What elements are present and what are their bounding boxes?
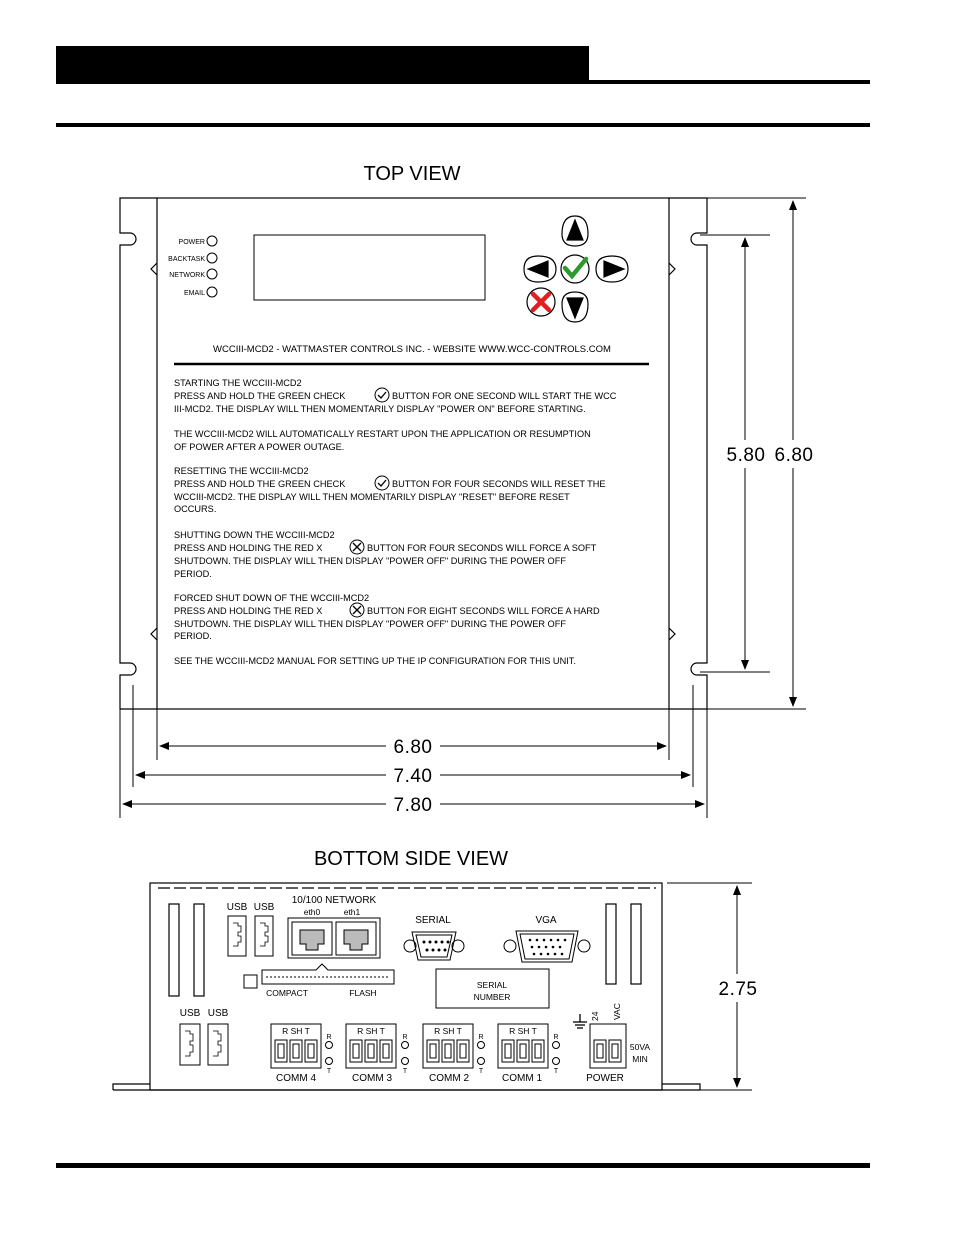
- check-inline-icon: [375, 388, 389, 402]
- instr-heading-reset: RESETTING THE WCCIII-MCD2: [174, 466, 309, 476]
- instr-line: SHUTDOWN. THE DISPLAY WILL THEN DISPLAY "POWER OFF" DURING THE POWER OFF: [174, 556, 566, 566]
- eth1-label: eth1: [343, 907, 361, 917]
- top-view-title: TOP VIEW: [363, 163, 461, 185]
- usb-icon: [213, 1031, 221, 1056]
- usb-label: USB: [226, 902, 248, 913]
- compact-flash-slot[interactable]: [244, 964, 394, 988]
- t-led-label: T: [553, 1068, 559, 1075]
- up-arrow-button[interactable]: [562, 216, 588, 246]
- serial-number-label-2: NUMBER: [473, 992, 511, 1002]
- ethernet-ports: [288, 918, 380, 958]
- down-arrow-button[interactable]: [562, 292, 588, 322]
- instr-line: BUTTON FOR FOUR SECONDS WILL FORCE A SOFT: [367, 543, 597, 553]
- usb-pair-top: [227, 902, 275, 956]
- r-led-icon: [478, 1042, 485, 1049]
- t-led-label: T: [326, 1068, 332, 1075]
- led-label-backtask: BACKTASK: [168, 256, 205, 263]
- vac-24-label: 24: [590, 1011, 600, 1021]
- t-led-label: T: [402, 1068, 408, 1075]
- instr-line: WCCIII-MCD2. THE DISPLAY WILL THEN MOMENTARILY DISPLAY "RESET" BEFORE RESET: [174, 492, 570, 502]
- comm4-connector[interactable]: [271, 1024, 321, 1068]
- comm1-connector[interactable]: [498, 1024, 548, 1068]
- led-label-network: NETWORK: [169, 272, 205, 279]
- va-50-label: 50VA: [629, 1042, 651, 1052]
- serial-number-label-1: SERIAL: [476, 980, 508, 990]
- serial-port[interactable]: [404, 932, 464, 960]
- instr-heading-shutdown: SHUTTING DOWN THE WCCIII-MCD2: [174, 530, 335, 540]
- usb-icon: [185, 1031, 193, 1056]
- eth0-label: eth0: [303, 907, 321, 917]
- backtask-led-icon: [207, 253, 217, 263]
- rj45-icon: [344, 930, 368, 950]
- vga-port[interactable]: [504, 931, 590, 962]
- instr-heading-forced: FORCED SHUT DOWN OF THE WCCIII-MCD2: [174, 593, 370, 603]
- led-label-power: POWER: [178, 239, 205, 246]
- usb-label: USB: [207, 1008, 229, 1019]
- usb-label: USB: [179, 1008, 201, 1019]
- comm-terminal-labels: R SH T: [509, 1026, 537, 1036]
- instr-line: OF POWER AFTER A POWER OUTAGE.: [174, 442, 345, 452]
- r-led-label: R: [478, 1034, 484, 1041]
- instr-line: BUTTON FOR EIGHT SECONDS WILL FORCE A HARD: [367, 606, 600, 616]
- rj45-icon: [300, 930, 324, 950]
- compact-label: COMPACT: [266, 988, 308, 998]
- header-rule-top: [56, 80, 870, 84]
- dim-width-780: 7.80: [393, 795, 433, 816]
- instr-line: BUTTON FOR ONE SECOND WILL START THE WCC: [392, 391, 617, 401]
- power-led-icon: [207, 236, 217, 246]
- comm3-label: COMM 3: [352, 1073, 392, 1084]
- instr-line: THE WCCIII-MCD2 WILL AUTOMATICALLY RESTART UPON THE APPLICATION OR RESUMPTION: [174, 429, 591, 439]
- comm-terminal-labels: R SH T: [282, 1026, 310, 1036]
- power-label: POWER: [586, 1073, 624, 1084]
- usb-label: USB: [253, 902, 275, 913]
- instr-line: SHUTDOWN. THE DISPLAY WILL THEN DISPLAY "POWER OFF" DURING THE POWER OFF: [174, 619, 566, 629]
- right-arrow-button[interactable]: [596, 256, 628, 282]
- r-led-icon: [553, 1042, 560, 1049]
- cancel-x-button[interactable]: [527, 288, 555, 316]
- usb-icon: [260, 923, 268, 946]
- comm2-connector[interactable]: [423, 1024, 473, 1068]
- header-rule-bottom: [56, 123, 870, 127]
- x-inline-icon: [350, 603, 364, 617]
- dim-height-inner: 5.80: [726, 445, 766, 466]
- instr-line: PRESS AND HOLDING THE RED X: [174, 606, 323, 616]
- comm1-label: COMM 1: [502, 1073, 542, 1084]
- instr-line: OCCURS.: [174, 504, 217, 514]
- instr-line: PRESS AND HOLDING THE RED X: [174, 543, 323, 553]
- instr-line: PERIOD.: [174, 631, 212, 641]
- vac-label: VAC: [612, 1003, 622, 1020]
- r-led-label: R: [402, 1034, 408, 1041]
- instr-line: PRESS AND HOLD THE GREEN CHECK: [174, 479, 346, 489]
- led-group: [168, 236, 217, 297]
- instr-line: III-MCD2. THE DISPLAY WILL THEN MOMENTARILY DISPLAY "POWER ON" BEFORE STARTING.: [174, 404, 586, 414]
- instr-heading-start: STARTING THE WCCIII-MCD2: [174, 378, 302, 388]
- instr-line-ip: SEE THE WCCIII-MCD2 MANUAL FOR SETTING UP THE IP CONFIGURATION FOR THIS UNIT.: [174, 656, 576, 666]
- instr-line: PRESS AND HOLD THE GREEN CHECK: [174, 391, 346, 401]
- instruction-block: [174, 378, 617, 666]
- r-led-label: R: [553, 1034, 559, 1041]
- dim-height-outer: 6.80: [774, 445, 814, 466]
- usb-port[interactable]: [228, 916, 246, 956]
- serial-label: SERIAL: [415, 915, 451, 926]
- left-arrow-button[interactable]: [524, 256, 556, 282]
- min-label: MIN: [632, 1054, 648, 1064]
- usb-port[interactable]: [255, 916, 273, 956]
- r-led-icon: [402, 1042, 409, 1049]
- check-button[interactable]: [561, 255, 589, 283]
- dim-height-bottom: 2.75: [718, 979, 758, 1000]
- t-led-icon: [553, 1058, 560, 1065]
- network-led-icon: [207, 269, 217, 279]
- x-inline-icon: [350, 540, 364, 554]
- dim-width-740: 7.40: [393, 766, 433, 787]
- bottom-enclosure: [113, 883, 700, 1090]
- keypad: [524, 216, 628, 322]
- network-label: 10/100 NETWORK: [291, 895, 377, 906]
- ground-icon: [573, 1014, 587, 1028]
- bottom-view-title: BOTTOM SIDE VIEW: [313, 848, 509, 870]
- t-led-icon: [478, 1058, 485, 1065]
- r-led-icon: [326, 1042, 333, 1049]
- comm-terminal-labels: R SH T: [434, 1026, 462, 1036]
- check-inline-icon: [375, 476, 389, 490]
- header-bar: [56, 46, 589, 81]
- instr-line: PERIOD.: [174, 569, 212, 579]
- footer-rule: [56, 1163, 870, 1168]
- lcd-display: [254, 235, 485, 300]
- comm4-label: COMM 4: [276, 1073, 316, 1084]
- company-line: WCCIII-MCD2 - WATTMASTER CONTROLS INC. - WEBSITE WWW.WCC-CONTROLS.COM: [213, 344, 611, 355]
- t-led-icon: [402, 1058, 409, 1065]
- t-led-label: T: [478, 1068, 484, 1075]
- instr-line: BUTTON FOR FOUR SECONDS WILL RESET THE: [392, 479, 606, 489]
- comm2-label: COMM 2: [429, 1073, 469, 1084]
- vga-label: VGA: [535, 915, 557, 926]
- led-label-email: EMAIL: [183, 290, 205, 297]
- usb-icon: [233, 923, 241, 946]
- comm3-connector[interactable]: [346, 1024, 396, 1068]
- power-connector[interactable]: [590, 1024, 626, 1068]
- dim-width-680: 6.80: [393, 737, 433, 758]
- flash-label: FLASH: [349, 988, 377, 998]
- comm-terminal-labels: R SH T: [357, 1026, 385, 1036]
- t-led-icon: [326, 1058, 333, 1065]
- email-led-icon: [207, 287, 217, 297]
- r-led-label: R: [326, 1034, 332, 1041]
